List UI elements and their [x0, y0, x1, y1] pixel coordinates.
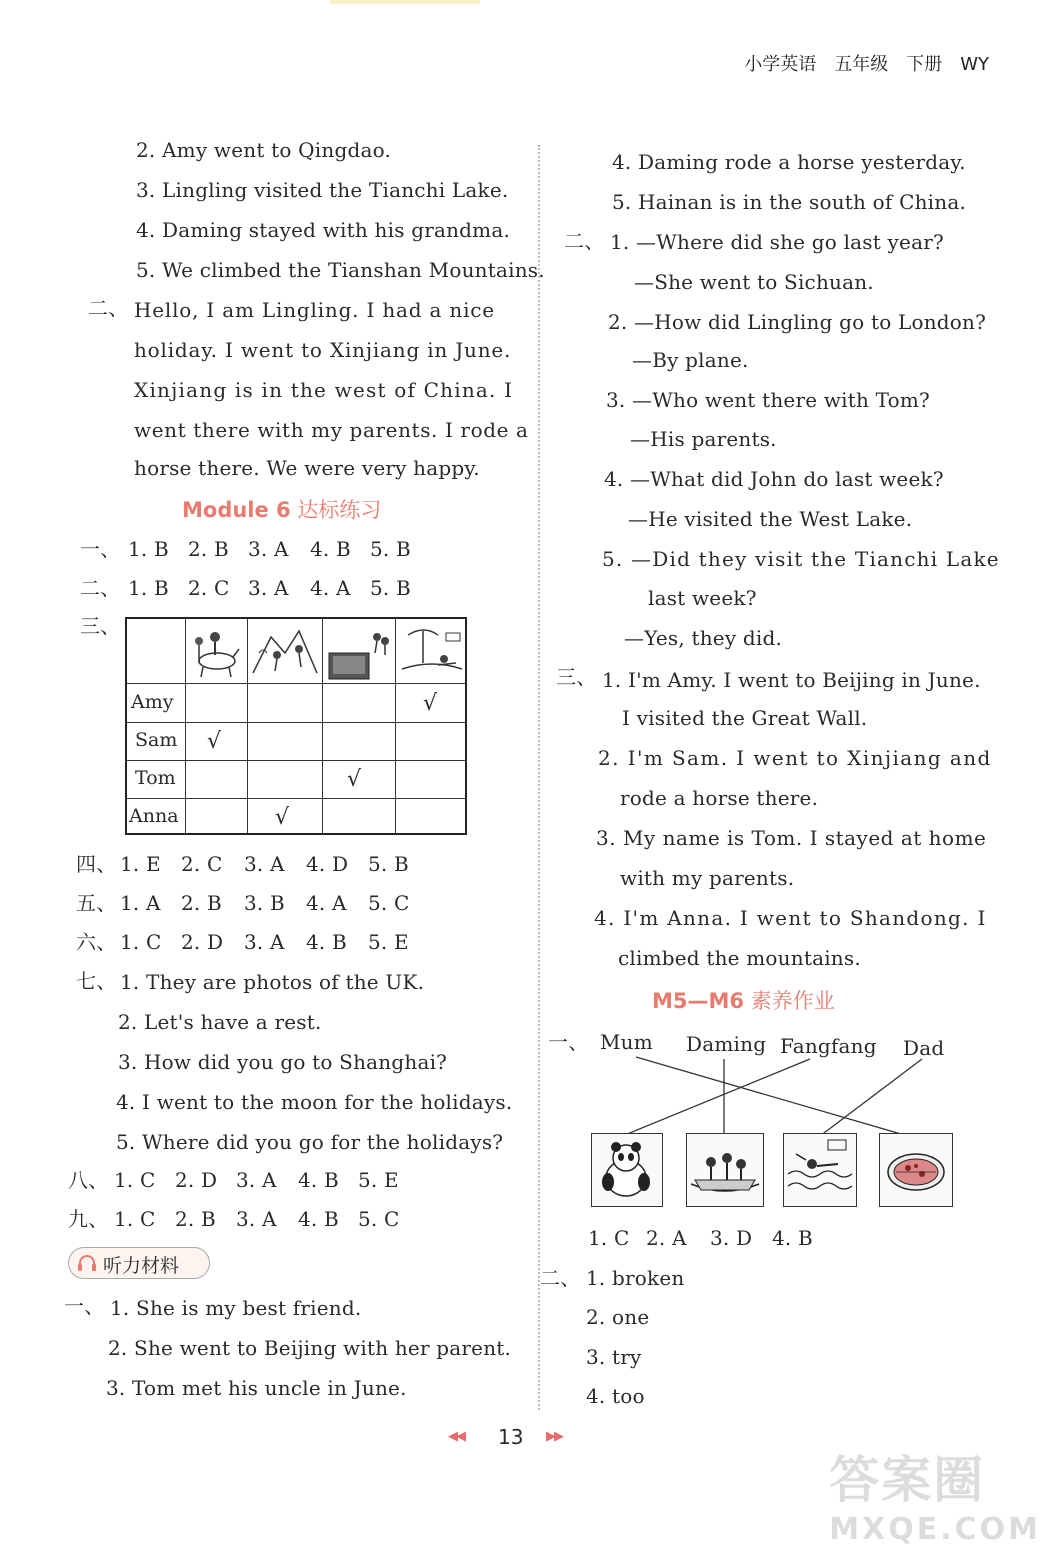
answer-line: 5. Hainan is in the south of China. — [612, 190, 967, 214]
header-term: 下册 — [906, 54, 943, 75]
answer-item: 1. B — [128, 537, 169, 561]
answer-line: climbed the mountains. — [618, 946, 861, 970]
answer-item: 3. A — [248, 576, 289, 600]
answer-item: 4. D — [306, 852, 349, 876]
section-marker: 九、 — [68, 1207, 109, 1231]
paragraph-line: Hello, I am Lingling. I had a nice — [134, 298, 495, 322]
answer-item: 5. B — [370, 537, 411, 561]
answer-item: 1. E — [120, 852, 161, 876]
answer-item: 5. E — [358, 1168, 399, 1192]
module-title-en: Module 6 — [182, 498, 291, 522]
riding-horse-picture — [189, 623, 244, 679]
paragraph-line: horse there. We were very happy. — [134, 456, 480, 480]
answer-item: 5. B — [368, 852, 409, 876]
dialogue-line: —She went to Sichuan. — [634, 270, 874, 294]
matching-lines — [590, 1055, 960, 1145]
header-edition: WY — [960, 54, 989, 75]
answer-item: 4. B — [310, 537, 351, 561]
section-marker: 三、 — [556, 665, 597, 689]
answer-word: 4. too — [586, 1384, 645, 1408]
m5-m6-title-en: M5—M6 — [652, 989, 745, 1013]
answer-line: 3. How did you go to Shanghai? — [118, 1050, 448, 1074]
answer-item: 5. B — [370, 576, 411, 600]
answer-item: 3. A — [236, 1168, 277, 1192]
answer-item: 3. A — [248, 537, 289, 561]
section-marker: 二、 — [80, 576, 121, 600]
answer-line: 3. Lingling visited the Tianchi Lake. — [136, 178, 509, 202]
table-row-label: Sam — [135, 729, 178, 751]
dialogue-line: 2. —How did Lingling go to London? — [608, 310, 987, 334]
table-line — [185, 619, 186, 833]
answer-item: 2. C — [181, 852, 223, 876]
page-header — [726, 50, 989, 76]
answer-item: 1. C — [114, 1207, 156, 1231]
answer-item: 4. B — [298, 1168, 339, 1192]
dialogue-line: —He visited the West Lake. — [628, 507, 913, 531]
listen-line: 2. She went to Beijing with her parent. — [108, 1336, 512, 1360]
section-marker: 八、 — [68, 1168, 109, 1192]
table-line — [127, 722, 465, 723]
answer-line: 4. Daming stayed with his grandma. — [136, 218, 511, 242]
dialogue-line: —Yes, they did. — [624, 626, 783, 650]
answer-line: 1. They are photos of the UK. — [120, 970, 425, 994]
answer-item: 3. A — [244, 852, 285, 876]
dialogue-line: 3. —Who went there with Tom? — [606, 388, 930, 412]
answer-item: 4. B — [772, 1226, 813, 1250]
answer-line: 2. I'm Sam. I went to Xinjiang and — [598, 746, 992, 770]
listening-material-tag — [68, 1247, 210, 1279]
answer-line: with my parents. — [620, 866, 795, 890]
table-row-label: Amy — [131, 691, 174, 713]
listen-line: 3. Tom met his uncle in June. — [106, 1376, 407, 1400]
module-6-title — [182, 494, 381, 524]
answer-item: 1. C — [588, 1226, 630, 1250]
section-marker: 二、 — [88, 296, 129, 320]
table-line — [247, 619, 248, 833]
check-mark: √ — [423, 691, 438, 716]
answer-item: 3. B — [244, 891, 285, 915]
table-row-label: Tom — [135, 767, 176, 789]
dialogue-line: 4. —What did John do last week? — [604, 467, 944, 491]
answer-item: 5. C — [358, 1207, 400, 1231]
dialogue-line: —By plane. — [632, 348, 749, 372]
answer-item: 4. B — [306, 930, 347, 954]
answer-line: 5. We climbed the Tianshan Mountains. — [136, 258, 545, 282]
answer-line: rode a horse there. — [620, 786, 819, 810]
section-marker: 六、 — [76, 930, 117, 954]
paragraph-line: holiday. I went to Xinjiang in June. — [134, 338, 512, 362]
beach-picture — [398, 623, 464, 679]
name-label: Dad — [903, 1036, 945, 1060]
name-label: Fangfang — [780, 1034, 877, 1058]
pizza-picture — [879, 1133, 953, 1207]
prev-page-arrows: ◀◀ — [448, 1429, 464, 1444]
section-marker: 四、 — [76, 852, 117, 876]
header-grade: 五年级 — [834, 54, 889, 75]
panda-picture — [591, 1133, 663, 1207]
climbing-mountain-picture — [251, 623, 319, 679]
answer-line: 4. I'm Anna. I went to Shandong. I — [594, 906, 987, 930]
answer-item: 5. C — [368, 891, 410, 915]
activity-table — [125, 617, 467, 835]
answer-item: 2. D — [175, 1168, 218, 1192]
section-marker: 一、 — [64, 1294, 105, 1318]
module-title-cn: 达标练习 — [297, 498, 382, 522]
answer-item: 1. C — [114, 1168, 156, 1192]
check-mark: √ — [207, 729, 222, 754]
answer-item: 2. B — [181, 891, 222, 915]
answer-item: 5. E — [368, 930, 409, 954]
boat-picture — [686, 1133, 764, 1207]
next-page-arrows: ▶▶ — [546, 1429, 562, 1444]
answer-line: 4. Daming rode a horse yesterday. — [612, 150, 966, 174]
watermark-url: MXQE.COM — [829, 1512, 1041, 1547]
answer-item: 3. A — [236, 1207, 277, 1231]
section-marker: 二、 — [540, 1266, 581, 1290]
answer-line: 3. My name is Tom. I stayed at home — [596, 826, 987, 850]
table-line — [127, 760, 465, 761]
answer-item: 2. B — [175, 1207, 216, 1231]
check-mark: √ — [275, 805, 290, 830]
headphones-icon — [77, 1254, 97, 1272]
dialogue-line: 5. —Did they visit the Tianchi Lake — [602, 547, 1000, 571]
answer-item: 4. B — [298, 1207, 339, 1231]
column-divider — [538, 145, 540, 1410]
answer-item: 2. C — [188, 576, 230, 600]
answer-item: 2. A — [646, 1226, 687, 1250]
section-marker: 五、 — [76, 891, 117, 915]
answer-item: 3. A — [244, 930, 285, 954]
answer-line: 5. Where did you go for the holidays? — [116, 1130, 504, 1154]
section-marker: 一、 — [548, 1030, 589, 1054]
swimming-picture — [783, 1133, 857, 1207]
paragraph-line: Xinjiang is in the west of China. I — [134, 378, 514, 402]
answer-item: 4. A — [306, 891, 347, 915]
answer-item: 1. C — [120, 930, 162, 954]
section-marker: 七、 — [76, 969, 117, 993]
table-line — [322, 619, 323, 833]
name-label: Daming — [686, 1032, 767, 1056]
dialogue-line: —His parents. — [630, 427, 777, 451]
page-number: 13 — [498, 1425, 524, 1449]
header-decoration — [330, 0, 480, 4]
table-line — [127, 683, 465, 684]
listening-label: 听力材料 — [103, 1255, 180, 1277]
table-line — [395, 619, 396, 833]
dialogue-line: last week? — [648, 586, 757, 610]
table-row-label: Anna — [129, 805, 179, 827]
section-marker: 二、 — [564, 229, 605, 253]
dialogue-line: 1. —Where did she go last year? — [610, 230, 944, 254]
paragraph-line: went there with my parents. I rode a — [134, 418, 529, 442]
section-marker: 三、 — [80, 614, 121, 638]
answer-item: 1. A — [120, 891, 161, 915]
answer-item: 2. D — [181, 930, 224, 954]
answer-item: 3. D — [710, 1226, 753, 1250]
check-mark: √ — [347, 767, 362, 792]
answer-line: 1. I'm Amy. I went to Beijing in June. — [602, 668, 981, 692]
answer-word: 2. one — [586, 1305, 650, 1329]
answer-word: 3. try — [586, 1345, 642, 1369]
listen-line: 1. She is my best friend. — [110, 1296, 362, 1320]
answer-line: 2. Let's have a rest. — [118, 1010, 322, 1034]
table-line — [127, 798, 465, 799]
answer-item: 1. B — [128, 576, 169, 600]
answer-word: 1. broken — [586, 1266, 685, 1290]
answer-line: 2. Amy went to Qingdao. — [136, 138, 392, 162]
watermark-logo: 答案圈 — [829, 1451, 986, 1509]
answer-line: 4. I went to the moon for the holidays. — [116, 1090, 513, 1114]
watching-tv-picture — [325, 623, 393, 681]
section-marker: 一、 — [80, 537, 121, 561]
name-label: Mum — [600, 1030, 653, 1054]
answer-item: 2. B — [188, 537, 229, 561]
answer-item: 4. A — [310, 576, 351, 600]
watermark — [829, 1440, 1041, 1547]
header-subject: 小学英语 — [744, 54, 817, 75]
m5-m6-title — [652, 985, 835, 1015]
m5-m6-title-cn: 素养作业 — [750, 989, 835, 1013]
answer-line: I visited the Great Wall. — [622, 706, 868, 730]
